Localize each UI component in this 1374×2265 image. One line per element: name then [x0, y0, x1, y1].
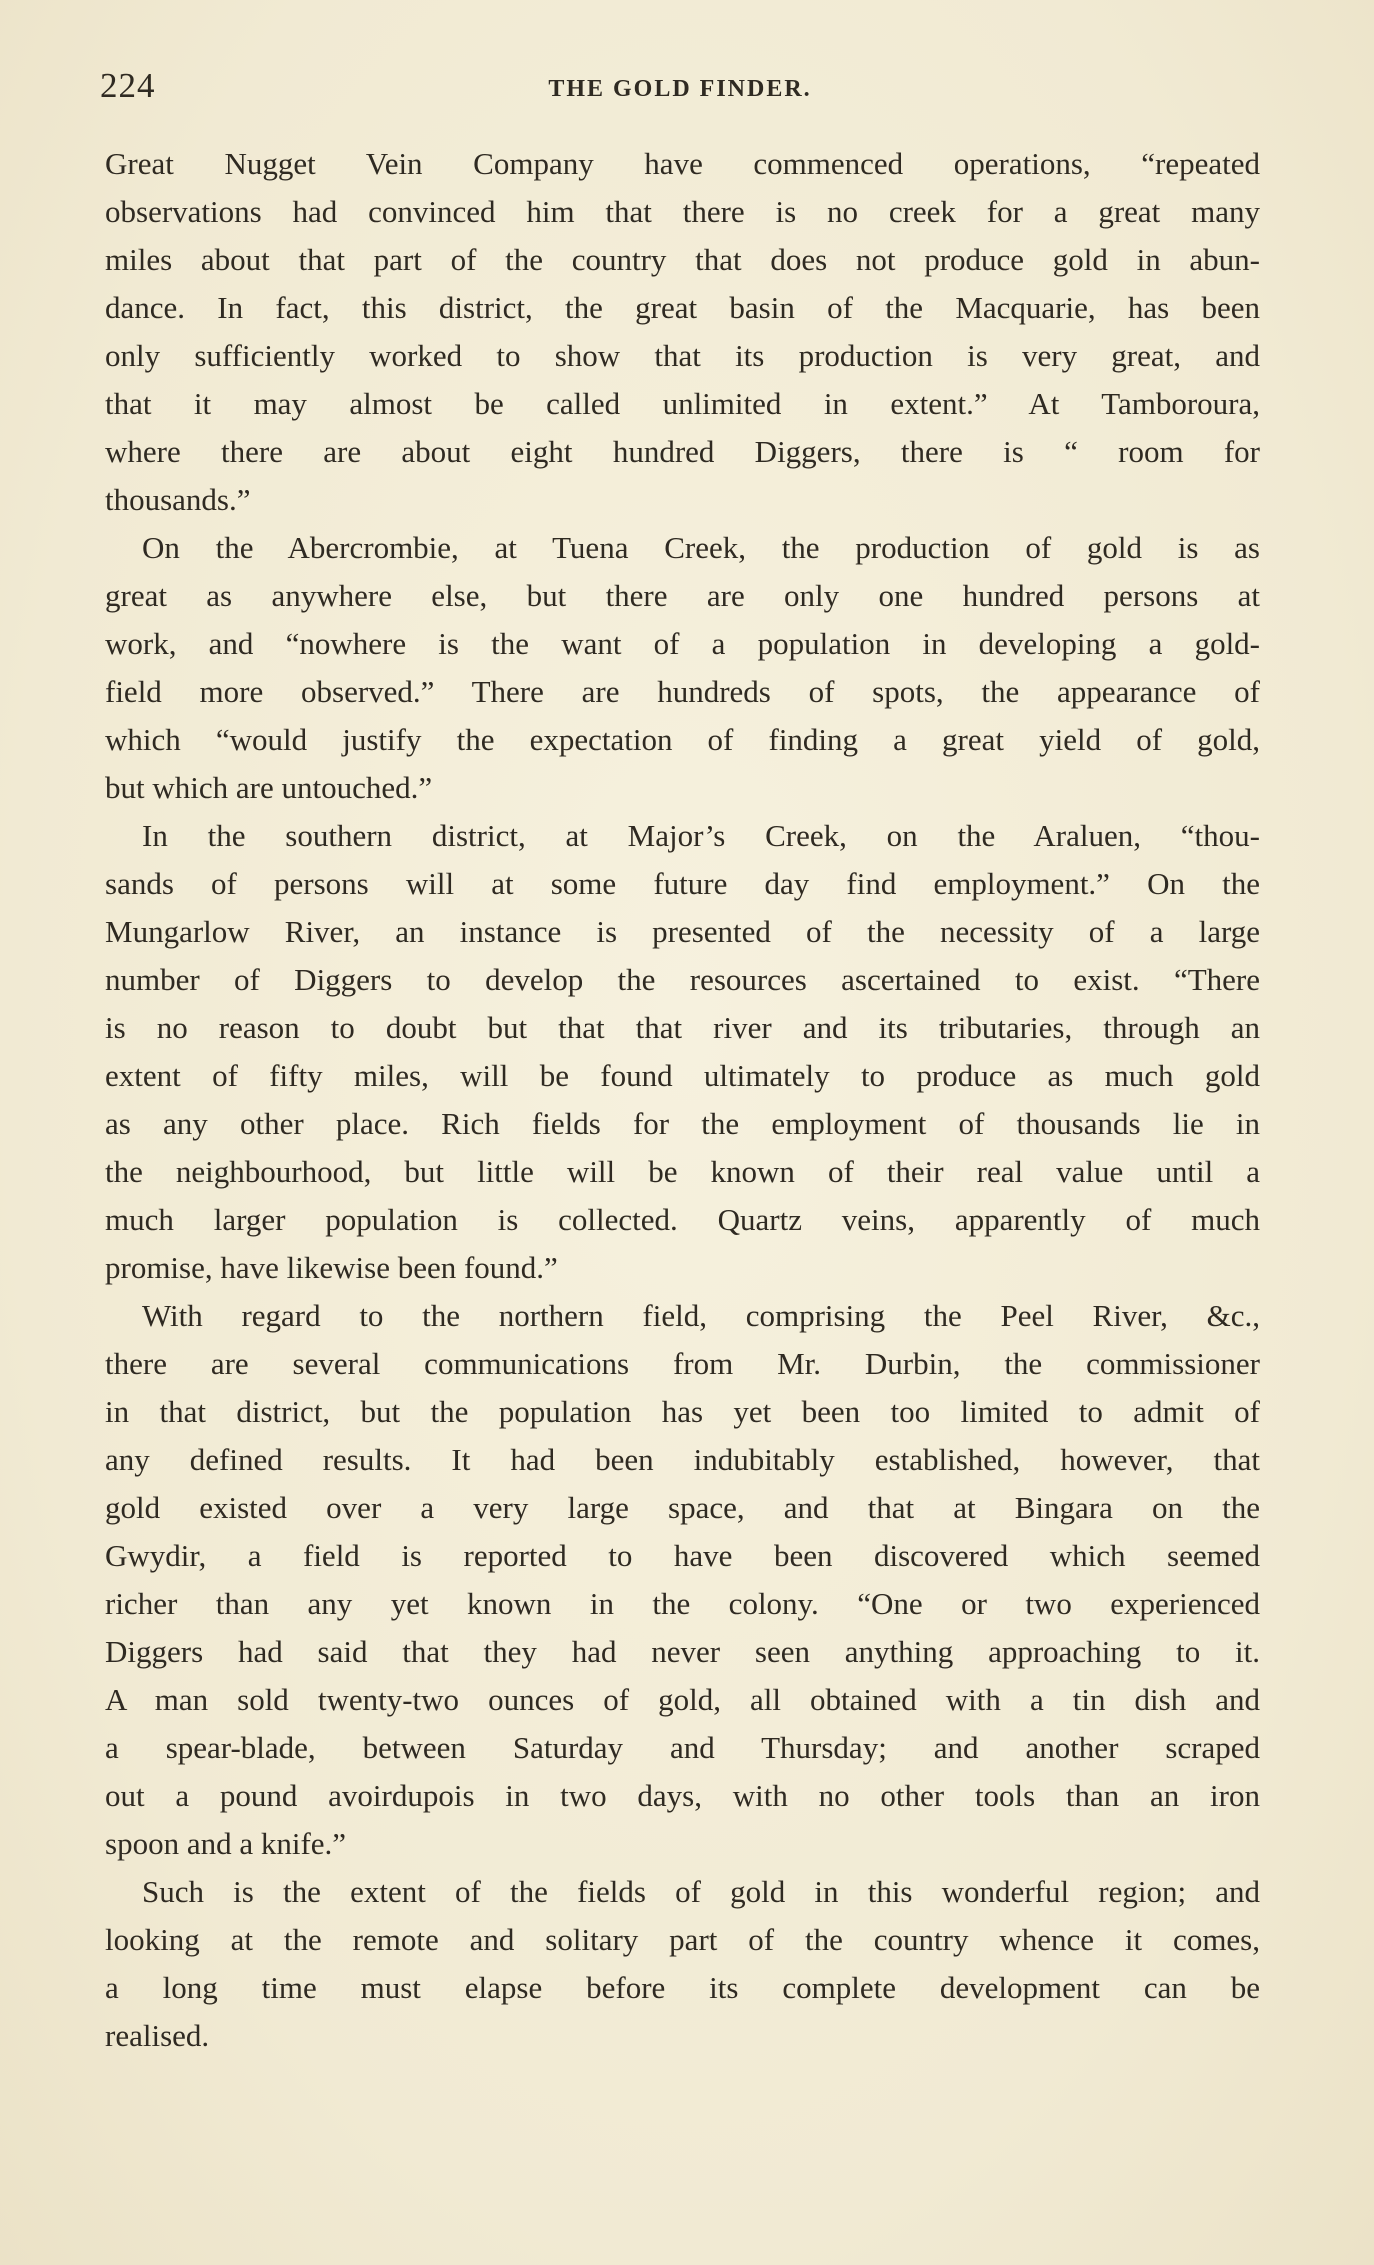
text-line: only sufficiently worked to show that its production is very great, and: [105, 338, 1260, 373]
text-line: a spear-blade, between Saturday and Thursday; and another scraped: [105, 1730, 1260, 1765]
text-line: there are several communications from Mr. Durbin, the commissioner: [105, 1346, 1260, 1381]
text-line: the neighbourhood, but little will be known of their real value until a: [105, 1154, 1260, 1189]
text-line: any defined results. It had been indubitably established, however, that: [105, 1442, 1260, 1477]
text-line: dance. In fact, this district, the great basin of the Macquarie, has been: [105, 290, 1260, 325]
paragraph: [105, 812, 1260, 1292]
text-line: observations had convinced him that there is no creek for a great many: [105, 194, 1260, 229]
text-line: With regard to the northern field, comprising the Peel River, &c.,: [142, 1298, 1260, 1333]
text-line: Diggers had said that they had never seen anything approaching to it.: [105, 1634, 1260, 1669]
running-head: THE GOLD FINDER.: [548, 76, 812, 102]
paragraph: [105, 1868, 1260, 2060]
text-line: Gwydir, a field is reported to have been discovered which seemed: [105, 1538, 1260, 1573]
text-line: Such is the extent of the fields of gold in this wonderful region; and: [142, 1874, 1260, 1909]
text-line: richer than any yet known in the colony. “One or two experienced: [105, 1586, 1260, 1621]
text-line: much larger population is collected. Quartz veins, apparently of much: [105, 1202, 1260, 1237]
text-line: Mungarlow River, an instance is presented of the necessity of a large: [105, 914, 1260, 949]
text-line: looking at the remote and solitary part of the country whence it comes,: [105, 1922, 1260, 1957]
text-line: out a pound avoirdupois in two days, with no other tools than an iron: [105, 1778, 1260, 1813]
text-line: which “would justify the expectation of finding a great yield of gold,: [105, 722, 1260, 757]
text-line: that it may almost be called unlimited in extent.” At Tamboroura,: [105, 386, 1260, 421]
text-line: work, and “nowhere is the want of a population in developing a gold-: [105, 626, 1260, 661]
text-line: but which are untouched.”: [105, 770, 433, 805]
text-line: sands of persons will at some future day find employment.” On the: [105, 866, 1260, 901]
paragraph: [105, 140, 1260, 524]
text-line: as any other place. Rich fields for the employment of thousands lie in: [105, 1106, 1260, 1141]
text-line: is no reason to doubt but that that river and its tributaries, through an: [105, 1010, 1260, 1045]
text-line: in that district, but the population has yet been too limited to admit of: [105, 1394, 1260, 1429]
text-line: great as anywhere else, but there are only one hundred persons at: [105, 578, 1260, 613]
page-number: 224: [100, 66, 156, 105]
text-line: promise, have likewise been found.”: [105, 1250, 558, 1285]
text-line: a long time must elapse before its complete development can be: [105, 1970, 1260, 2005]
text-line: Great Nugget Vein Company have commenced operations, “repeated: [105, 146, 1260, 181]
paragraph: [105, 524, 1260, 812]
text-line: field more observed.” There are hundreds of spots, the appearance of: [105, 674, 1260, 709]
page-header: [100, 66, 1260, 116]
text-line: gold existed over a very large space, and that at Bingara on the: [105, 1490, 1260, 1525]
text-line: extent of fifty miles, will be found ultimately to produce as much gold: [105, 1058, 1260, 1093]
text-line: spoon and a knife.”: [105, 1826, 347, 1861]
text-line: miles about that part of the country that does not produce gold in abun-: [105, 242, 1260, 277]
text-line: number of Diggers to develop the resources ascertained to exist. “There: [105, 962, 1260, 997]
body-text: [105, 140, 1260, 2060]
paragraph: [105, 1292, 1260, 1868]
text-line: A man sold twenty-two ounces of gold, all obtained with a tin dish and: [105, 1682, 1260, 1717]
text-line: thousands.”: [105, 482, 251, 517]
text-line: where there are about eight hundred Diggers, there is “ room for: [105, 434, 1260, 469]
text-line: realised.: [105, 2018, 210, 2053]
text-line: On the Abercrombie, at Tuena Creek, the production of gold is as: [142, 530, 1260, 565]
text-line: In the southern district, at Major’s Creek, on the Araluen, “thou-: [142, 818, 1260, 853]
